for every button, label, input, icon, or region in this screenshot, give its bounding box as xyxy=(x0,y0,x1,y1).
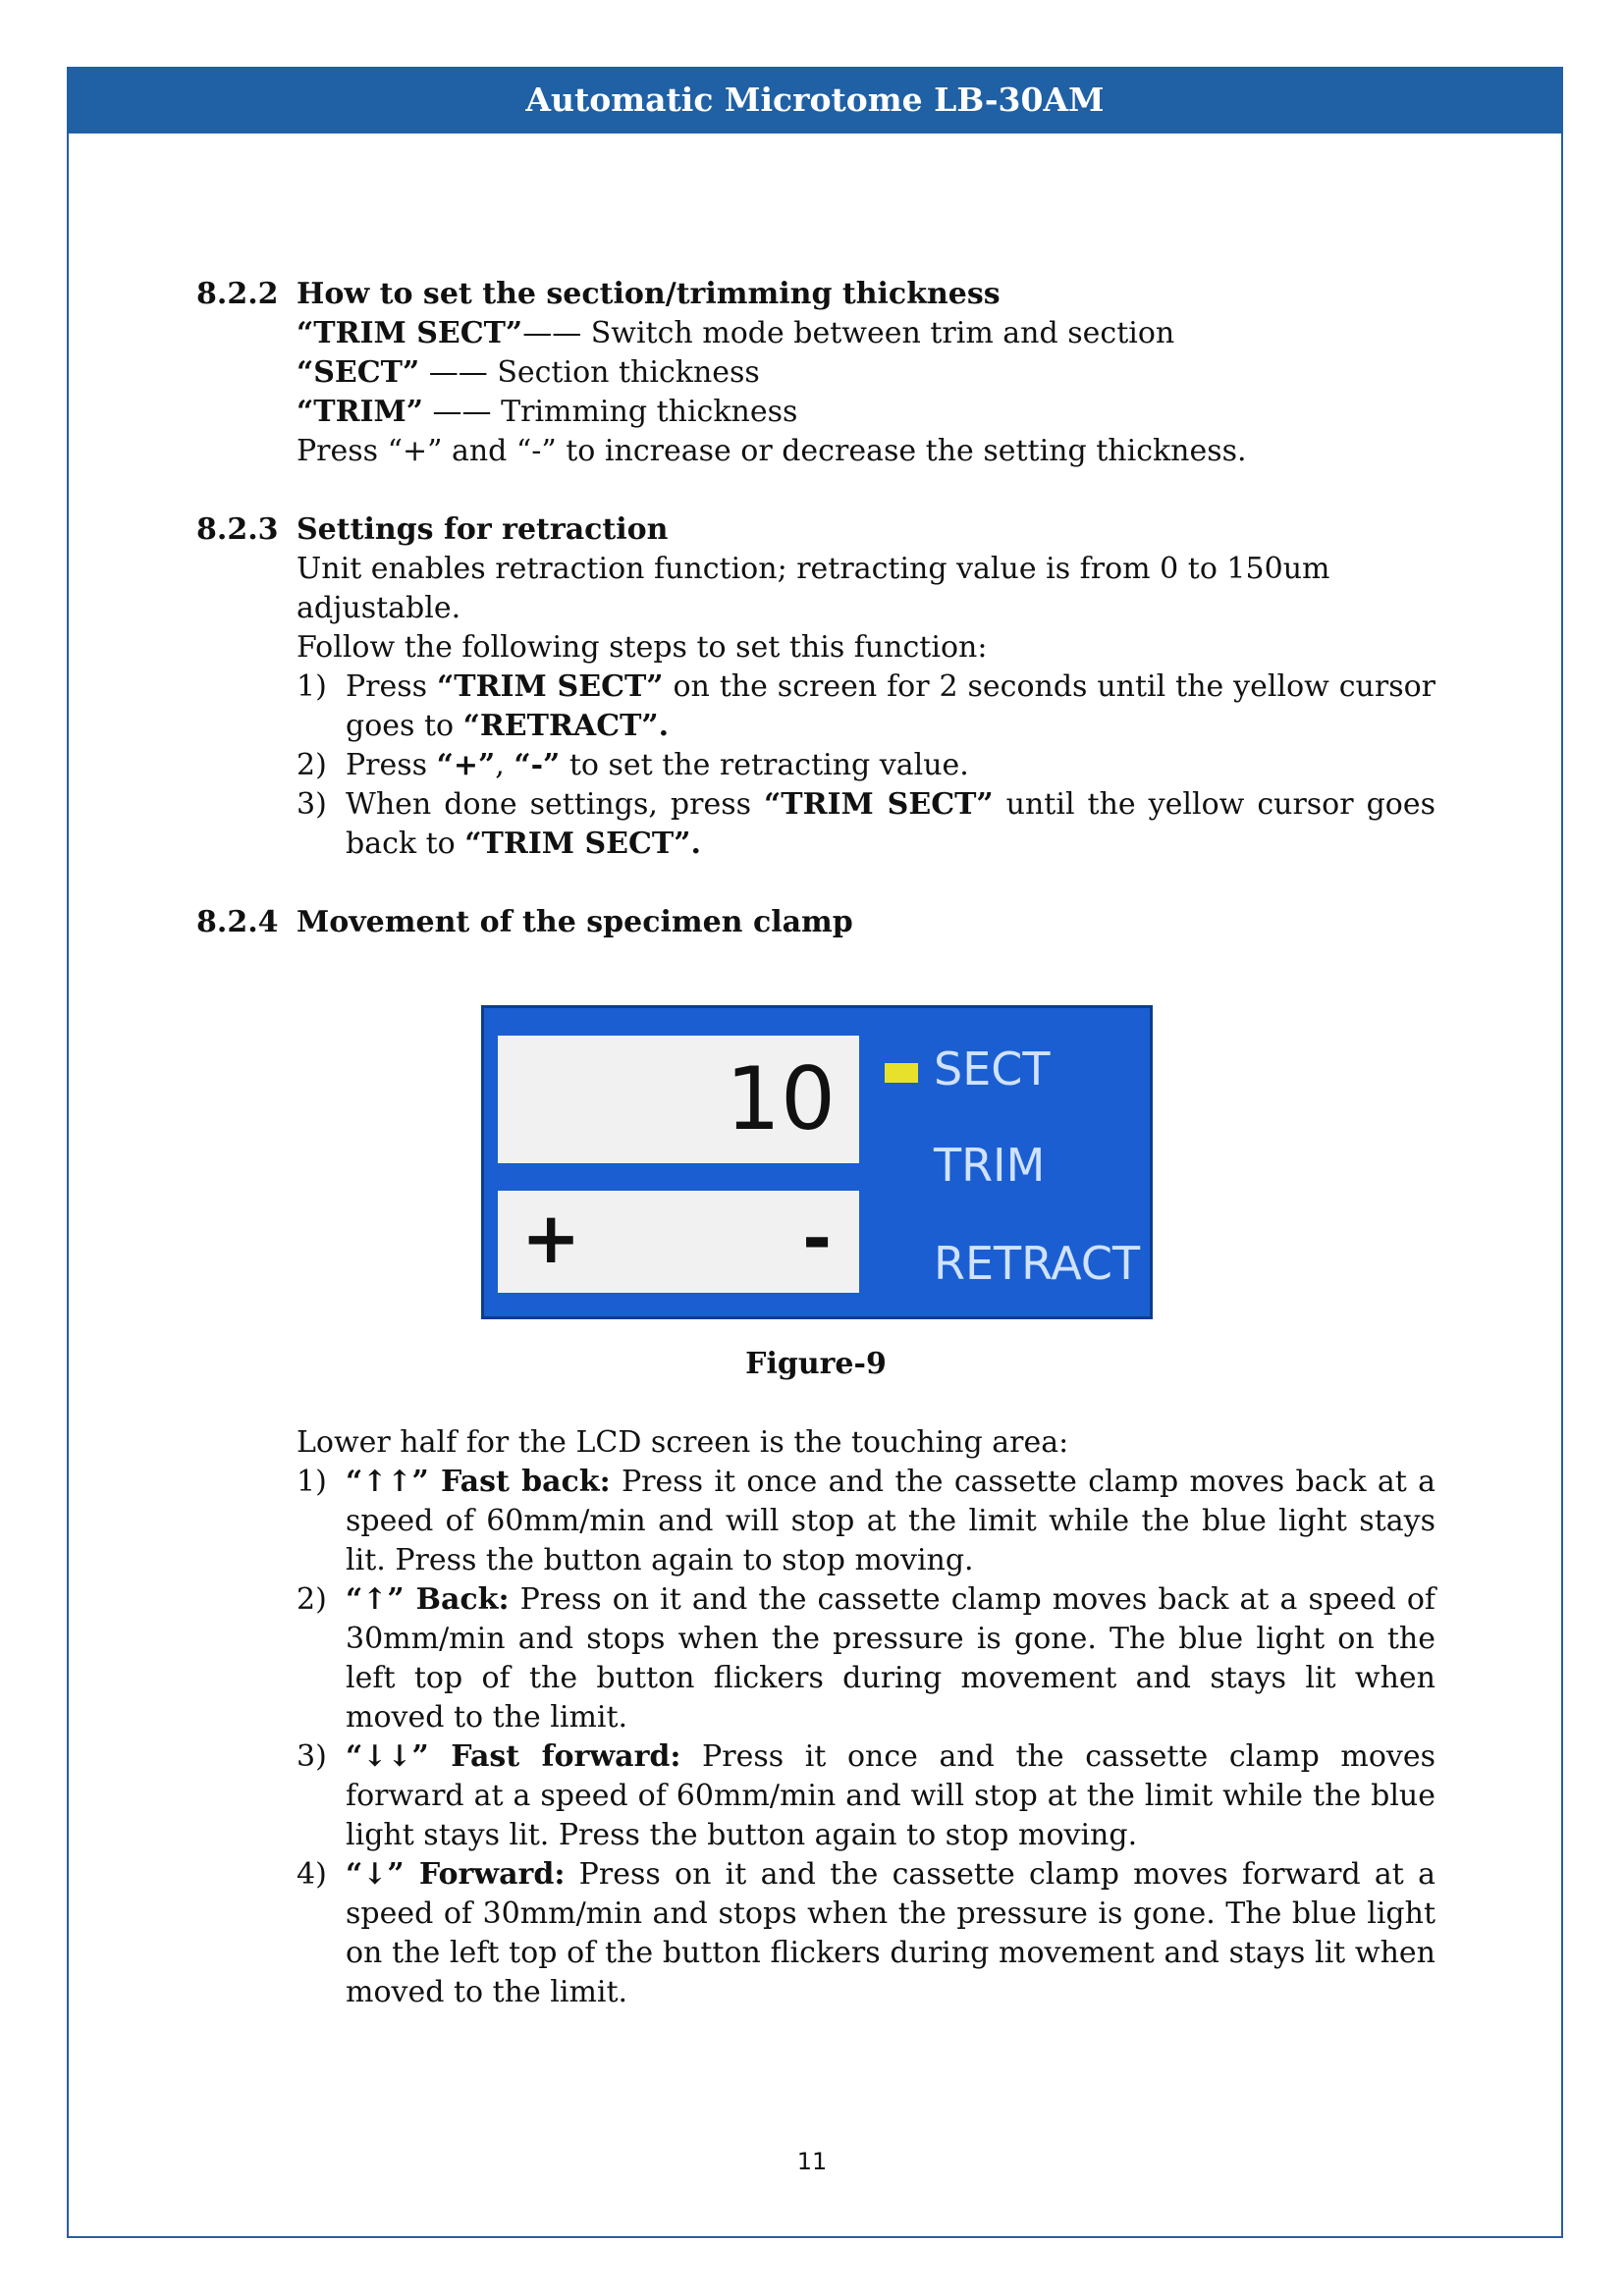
paragraph: Follow the following steps to set this function: xyxy=(297,630,988,665)
page-number: 11 xyxy=(796,2148,828,2175)
item-text: “↓” Forward: Press on it and the cassette clamp moves forward at a speed of 30mm/min and stops when the pressure is gone. The blue light on the left top of the button flickers during movement and stays lit when moved to the limit. xyxy=(346,1857,1436,2009)
minus-button[interactable]: - xyxy=(802,1197,832,1279)
list-item xyxy=(196,1580,1435,1737)
section-title: Movement of the specimen clamp xyxy=(297,905,853,939)
list-item xyxy=(196,1855,1435,2012)
plus-button[interactable]: + xyxy=(521,1197,581,1279)
yellow-cursor-icon xyxy=(885,1063,918,1083)
definition-line xyxy=(196,393,1435,432)
paragraph: Unit enables retraction function; retracting value is from 0 to 150um adjustable. xyxy=(297,552,1330,625)
plus-minus-panel xyxy=(498,1191,859,1293)
document-title: Automatic Microtome LB-30AM xyxy=(525,80,1105,119)
list-item xyxy=(196,746,1435,785)
item-text: Press “+”, “-” to set the retracting value. xyxy=(346,748,969,782)
item-number: 1) xyxy=(297,669,327,704)
section-8-2-3 xyxy=(196,510,1435,864)
definition-line xyxy=(196,314,1435,353)
definition: —— Section thickness xyxy=(419,355,760,390)
steps-list xyxy=(196,667,1435,864)
definition-line xyxy=(196,353,1435,393)
section-title: Settings for retraction xyxy=(297,512,669,547)
item-number: 3) xyxy=(297,1739,327,1774)
section-heading xyxy=(196,903,1435,942)
section-title: How to set the section/trimming thickness xyxy=(297,277,1001,311)
page-header xyxy=(67,67,1563,133)
thickness-display: 10 xyxy=(498,1036,859,1163)
list-item xyxy=(196,667,1435,746)
definition: —— Switch mode between trim and section xyxy=(522,316,1175,350)
section-heading xyxy=(196,510,1435,550)
page-content xyxy=(196,275,1435,2012)
section-8-2-2 xyxy=(196,275,1435,471)
term: “SECT” xyxy=(297,355,420,390)
item-text: Press “TRIM SECT” on the screen for 2 seconds until the yellow cursor goes to “RETRACT”. xyxy=(346,669,1435,743)
item-text: “↑↑” Fast back: Press it once and the cassette clamp moves back at a speed of 60mm/min and will stop at the limit while the blue light stays lit. Press the button again to stop moving. xyxy=(346,1465,1436,1577)
list-item xyxy=(196,1737,1435,1855)
section-number: 8.2.3 xyxy=(196,512,279,547)
mode-trim[interactable]: TRIM xyxy=(934,1139,1046,1192)
term: “TRIM” xyxy=(297,395,424,429)
item-number: 2) xyxy=(297,1582,327,1617)
lcd-screen xyxy=(481,1005,1153,1319)
paragraph: Press “+” and “-” to increase or decrease the setting thickness. xyxy=(297,434,1247,468)
section-8-2-4 xyxy=(196,903,1435,2012)
list-item xyxy=(196,785,1435,864)
section-heading xyxy=(196,275,1435,314)
item-text: “↑” Back: Press on it and the cassette clamp moves back at a speed of 30mm/min and stops when the pressure is gone. The blue light on the left top of the button flickers during movement and stays lit when moved to the limit. xyxy=(346,1582,1435,1735)
item-number: 1) xyxy=(297,1465,327,1499)
term: “TRIM SECT” xyxy=(297,316,523,350)
definition: —— Trimming thickness xyxy=(423,395,798,429)
list-item xyxy=(196,1463,1435,1580)
item-number: 3) xyxy=(297,787,327,822)
item-text: When done settings, press “TRIM SECT” until the yellow cursor goes back to “TRIM SECT”. xyxy=(346,787,1436,861)
touch-list xyxy=(196,1463,1435,2012)
figure-caption: Figure-9 xyxy=(745,1347,887,1381)
mode-retract[interactable]: RETRACT xyxy=(934,1237,1141,1290)
item-number: 4) xyxy=(297,1857,327,1892)
section-number: 8.2.2 xyxy=(196,277,279,311)
paragraph: Lower half for the LCD screen is the touching area: xyxy=(297,1425,1069,1460)
mode-sect[interactable]: SECT xyxy=(934,1042,1051,1095)
item-number: 2) xyxy=(297,748,327,782)
figure xyxy=(196,1005,1435,1319)
section-number: 8.2.4 xyxy=(196,905,279,939)
item-text: “↓↓” Fast forward: Press it once and the cassette clamp moves forward at a speed of 60mm/min and will stop at the limit while the blue light stays lit. Press the button again to stop moving. xyxy=(346,1739,1435,1852)
